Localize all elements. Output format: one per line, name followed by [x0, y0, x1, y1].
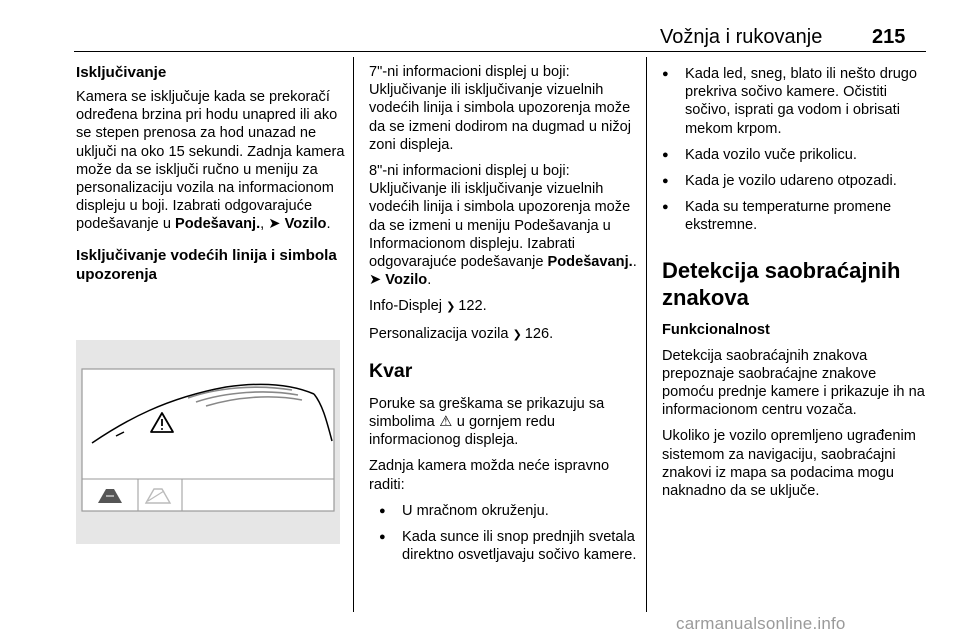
paragraph-camera-off: Kamera se isključuje kada se prekoračí određena brzina pri hodu unapred ili ako se stepen prenosa za hod unazad ne uključi na oko 15 sekundi. Zadnja kamera može da se isključi ručno u meniju za personalizaciju vozila na informacionom displeju u boji. Izabrati odgovarajuće podešavanje u Podešavanj., ➤ Vozilo. — [76, 89, 345, 233]
menu-arrow-icon: ➤ — [369, 272, 382, 289]
paragraph-7inch-display: 7"-ni informacioni displej u boji: Uključivanje ili isključivanje vizuelnih vodećih linija i simbola upozorenja može da se izmeni dodirom na dugmad u nižoj zoni displeja. — [369, 64, 632, 153]
watermark-footer: carmanualsonline.info — [676, 614, 846, 633]
column-3 — [662, 63, 930, 508]
menu-arrow-icon: ➤ — [268, 216, 281, 233]
page-ref-icon — [446, 298, 458, 314]
cross-ref-info-display[interactable]: Info-Displej ❯ 122. — [369, 297, 641, 316]
column-1 — [76, 63, 348, 290]
menu-settings: Podešavanj. — [547, 254, 633, 271]
menu-vehicle: Vozilo — [385, 272, 428, 289]
paragraph-error-messages: Poruke sa greškama se prikazuju sa simbolima ⚠ u gornjem redu informacionog displeja. — [369, 395, 605, 449]
list-item: ● Kada je vozilo udareno otpozadi. — [662, 172, 930, 190]
header-rule — [74, 51, 926, 52]
warning-triangle-icon: ⚠ — [439, 414, 453, 431]
list-item: ● Kada led, sneg, blato ili nešto drugo prekriva sočivo kamere. Očistiti sočivo, isprati ga vodom i obrisati mekom krpom. — [662, 65, 930, 138]
heading-functionality: Funkcionalnost — [662, 321, 770, 338]
heading-traffic-sign-detection: Detekcija saobraćajnih znakova — [662, 257, 901, 310]
menu-settings: Podešavanj. — [175, 216, 261, 233]
paragraph-tsd-description: Detekcija saobraćajnih znakova prepoznaje saobraćajne znakove pomoću prednje kamere i prikazuje ih na informacionom centru vozača. — [662, 347, 925, 419]
heading-guidelines-off: Isključivanje vodećih linija i simbola upozorenja — [76, 246, 337, 283]
page-header-title: Vožnja i rukovanje — [660, 26, 823, 48]
heading-kvar: Kvar — [369, 359, 413, 382]
list-item: ● Kada su temperaturne promene ekstremne. — [662, 198, 930, 234]
camera-display-illustration — [76, 340, 340, 544]
cross-ref-personalization[interactable]: Personalizacija vozila ❯ 126. — [369, 325, 641, 344]
fault-conditions-list-cont — [662, 65, 930, 235]
menu-vehicle: Vozilo — [284, 216, 327, 233]
heading-isklucivanje: Isključivanje — [76, 64, 167, 81]
paragraph-8inch-display: 8"-ni informacioni displej u boji: Uključivanje ili isključivanje vizuelnih vodećih linija i simbola upozorenja može da se izmeni u meniju Podešavanja u Informacionom displeju. Izabrati odgovarajuće podešavanje Podešavanj.. ➤ Vozilo. — [369, 163, 637, 289]
column-divider-2 — [646, 57, 647, 612]
fault-conditions-list — [379, 502, 641, 565]
page-number: 215 — [872, 26, 906, 48]
list-item: ● Kada sunce ili snop prednjih svetala direktno osvetljavaju sočivo kamere. — [379, 528, 641, 564]
list-item: ● Kada vozilo vuče prikolicu. — [662, 146, 930, 164]
list-item: ● U mračnom okruženju. — [379, 502, 641, 520]
paragraph-camera-may-fail: Zadnja kamera možda neće ispravno raditi: — [369, 458, 610, 493]
paragraph-tsd-navigation: Ukoliko je vozilo opremljeno ugrađenim sistemom za navigaciju, saobraćajni znakovi iz mapa sa podacima mogu naknadno da se uključe. — [662, 428, 916, 500]
column-2 — [369, 63, 641, 572]
page-ref-icon — [513, 326, 525, 342]
column-divider-1 — [353, 57, 354, 612]
